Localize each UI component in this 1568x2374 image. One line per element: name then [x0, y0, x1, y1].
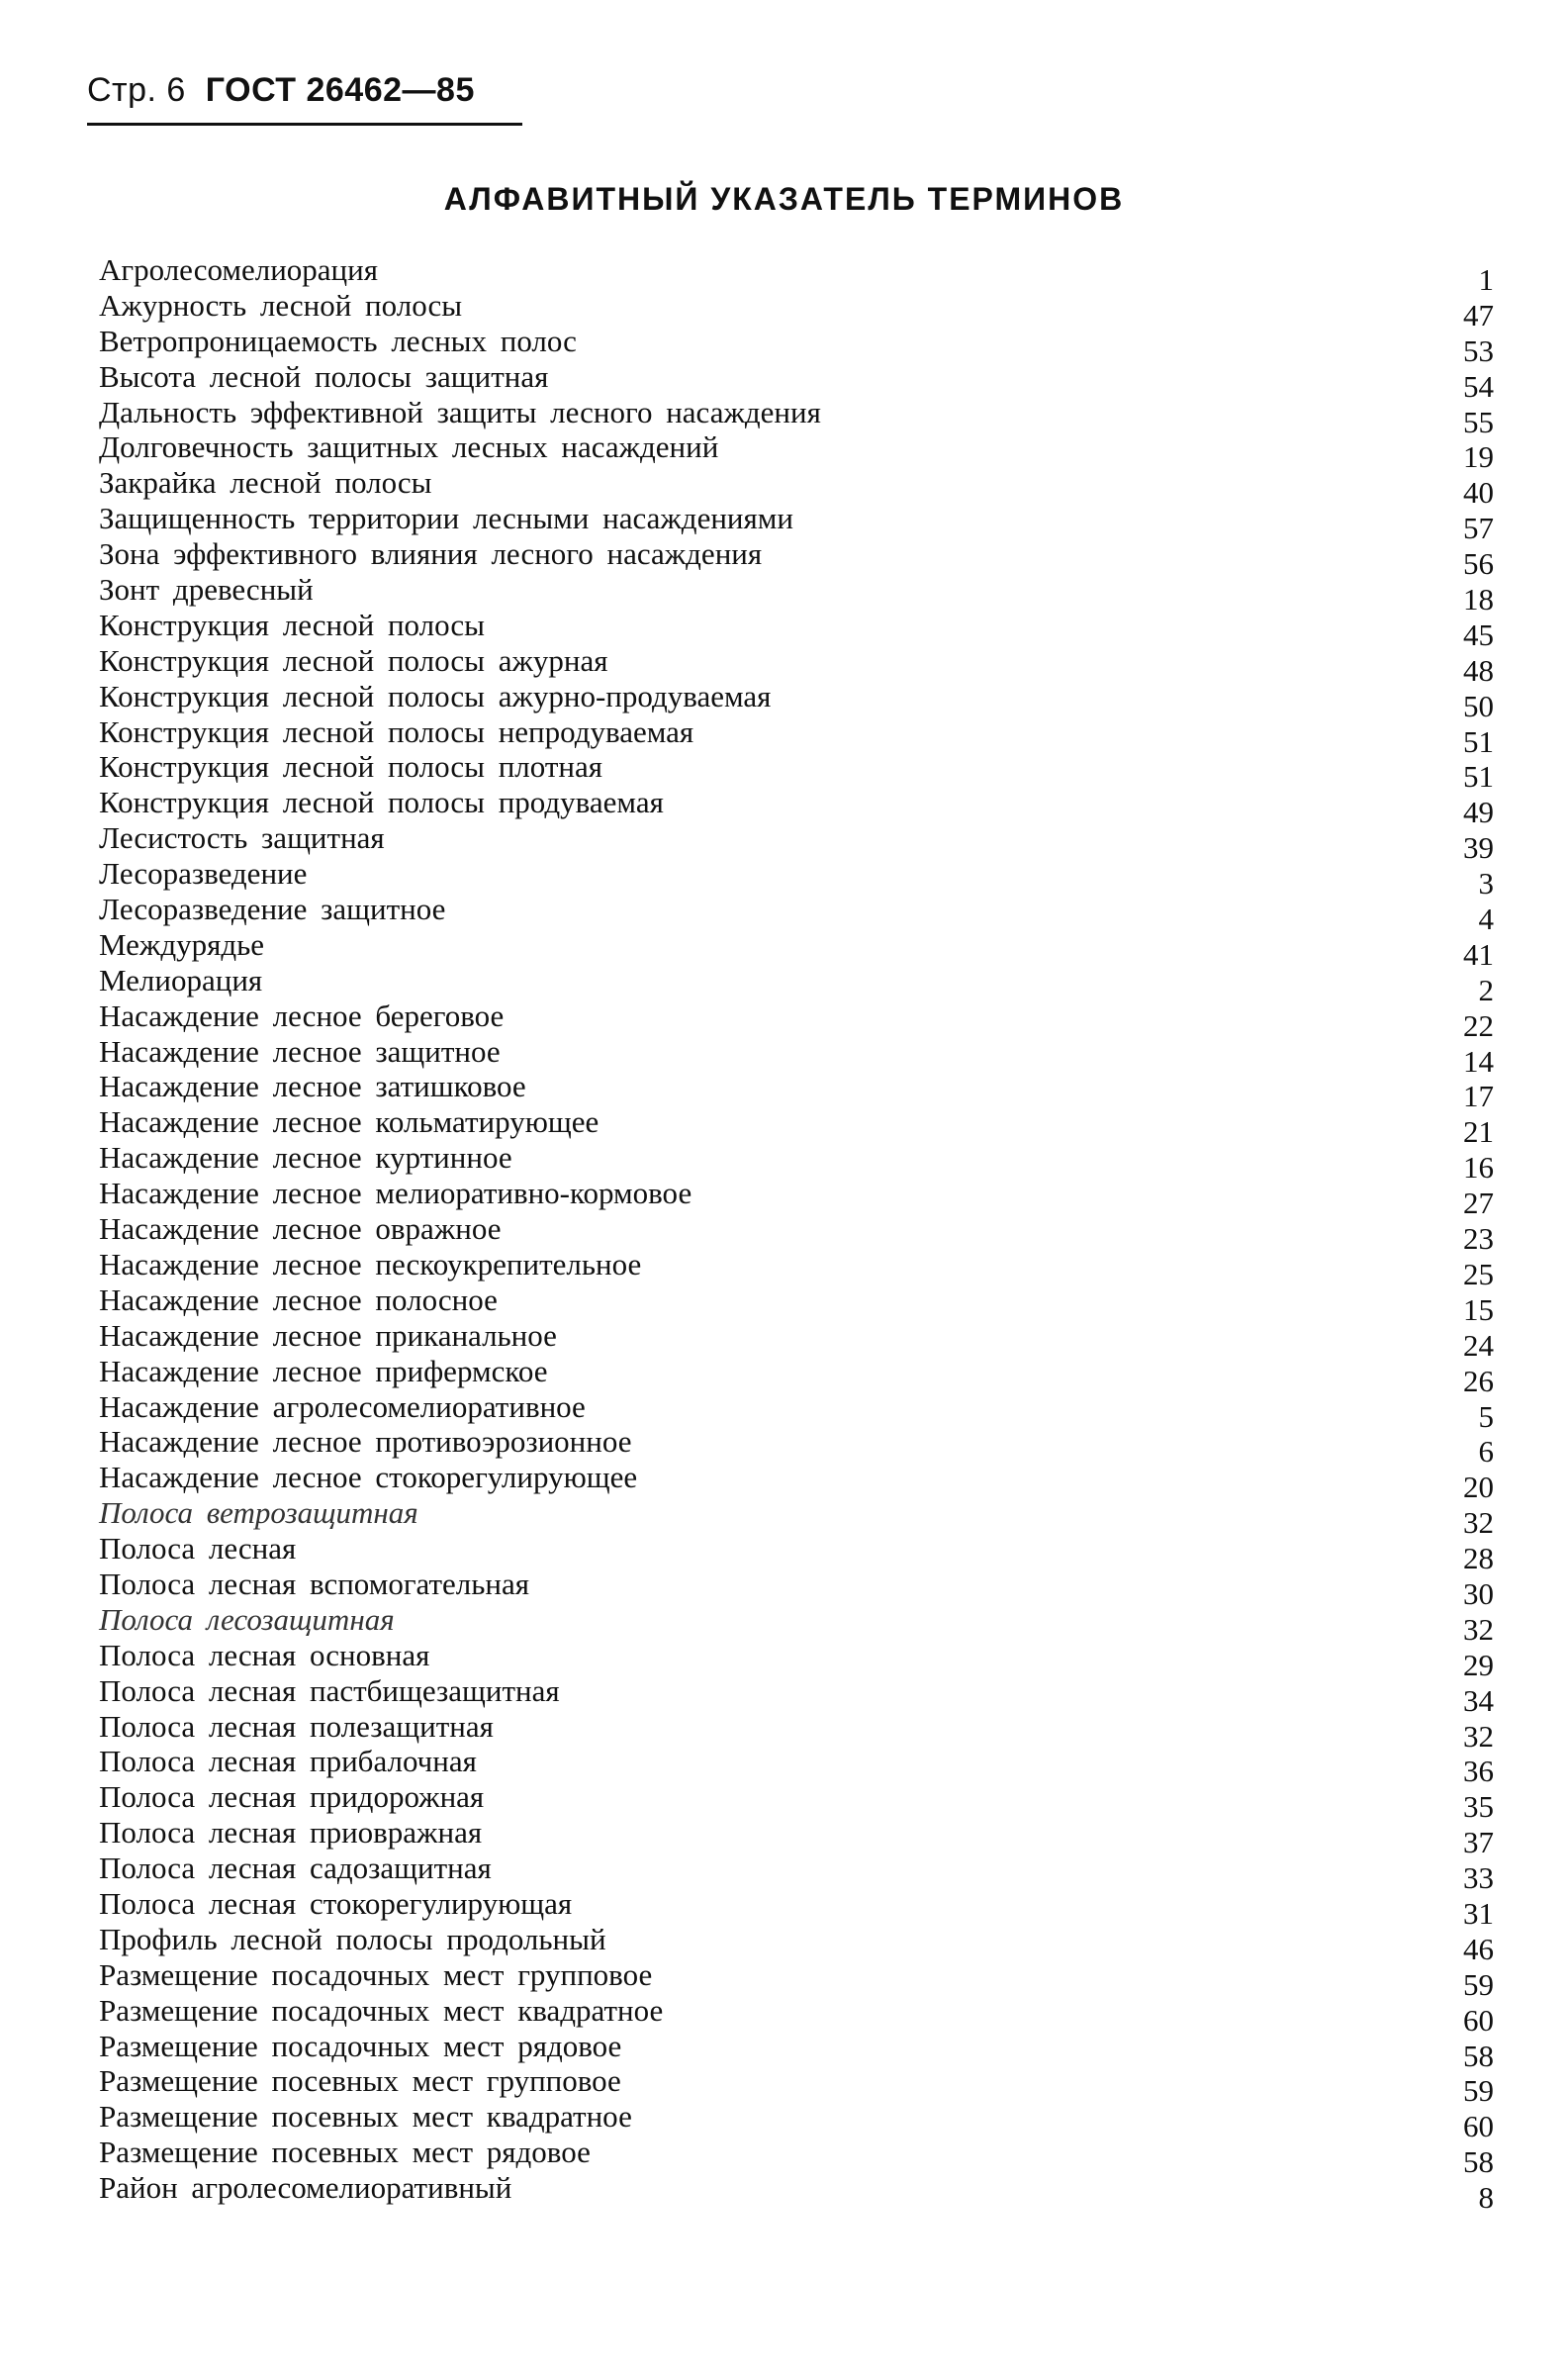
index-term-number: 45 — [1463, 617, 1494, 652]
index-term-number: 39 — [1463, 830, 1494, 866]
index-term: Полоса лесная — [99, 1531, 297, 1567]
index-term-number: 26 — [1463, 1363, 1494, 1398]
index-term-number: 48 — [1463, 652, 1494, 688]
index-term: Дальность эффективной защиты лесного насаждения — [99, 394, 821, 429]
index-entry — [99, 429, 1494, 475]
index-term: Насаждение лесное противоэрозионное — [99, 1424, 632, 1460]
index-entry — [99, 1601, 1494, 1647]
index-entry — [99, 678, 1494, 723]
index-term: Насаждение лесное мелиоративно-кормовое — [99, 1176, 692, 1211]
index-term-number: 15 — [1463, 1291, 1494, 1327]
index-term-number: 18 — [1463, 582, 1494, 617]
index-term: Размещение посадочных мест групповое — [99, 1956, 653, 1992]
index-term: Междурядье — [99, 926, 265, 962]
index-entry — [99, 1708, 1494, 1754]
index-term: Полоса лесная стокорегулирующая — [99, 1885, 573, 1921]
index-term-number: 59 — [1463, 2073, 1494, 2109]
index-term-number: 21 — [1463, 1114, 1494, 1150]
index-entry — [99, 1104, 1494, 1150]
index-entry — [99, 572, 1494, 617]
index-term: Полоса лесная придорожная — [99, 1779, 485, 1815]
index-term: Размещение посадочных мест квадратное — [99, 1992, 664, 2028]
index-term-number: 1 — [1478, 262, 1494, 297]
index-term: Насаждение агролесомелиоративное — [99, 1388, 586, 1424]
index-term: Лесоразведение защитное — [99, 892, 446, 927]
index-entry — [99, 642, 1494, 688]
index-entry — [99, 785, 1494, 830]
index-entry — [99, 1992, 1494, 2038]
index-entry — [99, 1424, 1494, 1470]
index-term-number: 3 — [1478, 866, 1494, 902]
index-term: Полоса лесная прибалочная — [99, 1744, 477, 1779]
index-term-number: 23 — [1463, 1221, 1494, 1257]
index-term: Закрайка лесной полосы — [99, 465, 432, 501]
index-term-number: 27 — [1463, 1186, 1494, 1221]
index-term: Насаждение лесное пескоукрепительное — [99, 1246, 642, 1282]
index-entry — [99, 2135, 1494, 2180]
index-entry — [99, 1069, 1494, 1114]
index-entry — [99, 1744, 1494, 1789]
index-entry — [99, 1566, 1494, 1611]
index-term: Полоса лесная приовражная — [99, 1815, 483, 1851]
index-term: Конструкция лесной полосы непродуваемая — [99, 713, 694, 749]
index-term-number: 22 — [1463, 1007, 1494, 1043]
index-entry — [99, 358, 1494, 404]
page-number: Стр. 6 — [87, 71, 186, 109]
index-term-number: 60 — [1463, 2109, 1494, 2144]
index-term: Полоса ветрозащитная — [99, 1495, 418, 1531]
index-entry — [99, 2028, 1494, 2073]
index-entry — [99, 1531, 1494, 1576]
index-term: Размещение посевных мест квадратное — [99, 2099, 632, 2135]
page-title: АЛФАВИТНЫЙ УКАЗАТЕЛЬ ТЕРМИНОВ — [443, 181, 1125, 217]
index-term: Насаждение лесное стокорегулирующее — [99, 1460, 638, 1495]
index-entry — [99, 713, 1494, 759]
index-term-number: 46 — [1463, 1931, 1494, 1966]
index-entry — [99, 1672, 1494, 1718]
index-term: Мелиорация — [99, 962, 263, 997]
index-term-number: 55 — [1463, 404, 1494, 439]
index-entry — [99, 394, 1494, 439]
index-term: Лесоразведение — [99, 856, 308, 892]
index-term: Конструкция лесной полосы продуваемая — [99, 785, 664, 820]
index-entry — [99, 2063, 1494, 2109]
index-term: Размещение посевных мест рядовое — [99, 2135, 591, 2170]
index-entry — [99, 997, 1494, 1043]
index-term-number: 57 — [1463, 511, 1494, 546]
standard-code: ГОСТ 26462—85 — [205, 71, 475, 109]
index-term-number: 31 — [1463, 1895, 1494, 1931]
index-term: Насаждение лесное кольматирующее — [99, 1104, 600, 1140]
page-header — [87, 71, 522, 110]
index-term: Конструкция лесной полосы ажурно-продуваемая — [99, 678, 772, 713]
index-term-number: 28 — [1463, 1541, 1494, 1576]
index-entry — [99, 501, 1494, 546]
index-term-number: 41 — [1463, 936, 1494, 972]
index-term-number: 25 — [1463, 1256, 1494, 1291]
index-term-number: 51 — [1463, 759, 1494, 795]
index-term: Насаждение лесное затишковое — [99, 1069, 526, 1104]
index-term: Размещение посевных мест групповое — [99, 2063, 621, 2099]
header-divider — [87, 123, 522, 126]
index-entry — [99, 323, 1494, 368]
index-term-number: 17 — [1463, 1079, 1494, 1114]
index-entry — [99, 1495, 1494, 1541]
index-term: Насаждение лесное приканальное — [99, 1317, 557, 1353]
index-term: Ветропроницаемость лесных полос — [99, 323, 577, 358]
index-term-number: 56 — [1463, 546, 1494, 582]
index-entry — [99, 856, 1494, 902]
index-term-number: 36 — [1463, 1754, 1494, 1789]
index-entry — [99, 1885, 1494, 1931]
index-term: Зона эффективного влияния лесного насаждения — [99, 536, 763, 572]
index-term: Конструкция лесной полосы плотная — [99, 749, 603, 785]
index-term: Полоса лесная вспомогательная — [99, 1566, 530, 1601]
index-entry — [99, 1353, 1494, 1398]
index-term: Лесистость защитная — [99, 820, 385, 856]
index-term-number: 59 — [1463, 1966, 1494, 2002]
index-entry — [99, 820, 1494, 866]
index-entry — [99, 1140, 1494, 1186]
index-entry — [99, 536, 1494, 582]
index-entry — [99, 1282, 1494, 1327]
index-term-number: 4 — [1478, 902, 1494, 937]
index-term-number: 33 — [1463, 1860, 1494, 1896]
index-term-number: 6 — [1478, 1434, 1494, 1470]
index-term-number: 32 — [1463, 1718, 1494, 1754]
index-entry — [99, 1388, 1494, 1434]
index-term-number: 40 — [1463, 475, 1494, 511]
index-term-number: 16 — [1463, 1150, 1494, 1186]
index-term-number: 37 — [1463, 1825, 1494, 1860]
index-term: Долговечность защитных лесных насаждений — [99, 429, 719, 465]
index-entry — [99, 1637, 1494, 1682]
index-term: Полоса лесная пастбищезащитная — [99, 1672, 560, 1708]
index-entry — [99, 892, 1494, 937]
index-entry — [99, 465, 1494, 511]
index-term: Высота лесной полосы защитная — [99, 358, 549, 394]
index-entry — [99, 1921, 1494, 1966]
index-term: Насаждение лесное полосное — [99, 1282, 498, 1317]
index-term-number: 49 — [1463, 795, 1494, 830]
index-entry — [99, 1815, 1494, 1860]
index-term: Ажурность лесной полосы — [99, 287, 463, 323]
index-term-number: 32 — [1463, 1611, 1494, 1647]
index-term-number: 24 — [1463, 1327, 1494, 1363]
index-term-number: 30 — [1463, 1575, 1494, 1611]
index-entry — [99, 1851, 1494, 1896]
index-term: Конструкция лесной полосы ажурная — [99, 642, 608, 678]
index-term: Защищенность территории лесными насаждениями — [99, 501, 793, 536]
index-entry — [99, 1779, 1494, 1825]
index-term: Конструкция лесной полосы — [99, 607, 485, 642]
index-term: Насаждение лесное овражное — [99, 1211, 502, 1247]
index-term-number: 58 — [1463, 2144, 1494, 2180]
index-term: Насаждение лесное прифермское — [99, 1353, 548, 1388]
index-term: Район агролесомелиоративный — [99, 2170, 512, 2206]
index-term: Полоса лесозащитная — [99, 1601, 395, 1637]
index-term: Агролесомелиорация — [99, 252, 378, 287]
index-entry — [99, 749, 1494, 795]
index-term-number: 51 — [1463, 723, 1494, 759]
index-term: Профиль лесной полосы продольный — [99, 1921, 606, 1956]
index-term: Насаждение лесное куртинное — [99, 1140, 512, 1176]
index-term-number: 58 — [1463, 2038, 1494, 2073]
index-entry — [99, 287, 1494, 332]
index-entry — [99, 1176, 1494, 1221]
index-entry — [99, 607, 1494, 652]
index-term-number: 29 — [1463, 1647, 1494, 1682]
index-term-number: 50 — [1463, 688, 1494, 723]
index-term-number: 34 — [1463, 1682, 1494, 1718]
index-term: Размещение посадочных мест рядовое — [99, 2028, 622, 2063]
index-entry — [99, 2099, 1494, 2144]
index-term-number: 60 — [1463, 2002, 1494, 2038]
index-term-number: 20 — [1463, 1470, 1494, 1505]
index-term-number: 14 — [1463, 1043, 1494, 1079]
index-entry — [99, 1460, 1494, 1505]
index-entry — [99, 2170, 1494, 2216]
index-entry — [99, 1956, 1494, 2002]
index-term-number: 53 — [1463, 332, 1494, 368]
index-term: Полоса лесная садозащитная — [99, 1851, 492, 1886]
index-term: Полоса лесная полезащитная — [99, 1708, 494, 1744]
index-entry — [99, 926, 1494, 972]
index-term: Насаждение лесное береговое — [99, 997, 505, 1033]
term-index-list — [99, 252, 1494, 2216]
index-term-number: 2 — [1478, 972, 1494, 1007]
index-term: Зонт древесный — [99, 572, 314, 608]
index-term-number: 32 — [1463, 1505, 1494, 1541]
index-entry — [99, 1033, 1494, 1079]
index-term-number: 5 — [1478, 1398, 1494, 1434]
index-entry — [99, 252, 1494, 297]
index-entry — [99, 1246, 1494, 1291]
index-entry — [99, 962, 1494, 1007]
index-term-number: 8 — [1478, 2180, 1494, 2216]
index-term: Полоса лесная основная — [99, 1637, 430, 1672]
index-term: Насаждение лесное защитное — [99, 1033, 501, 1069]
index-term-number: 35 — [1463, 1789, 1494, 1825]
index-term-number: 19 — [1463, 439, 1494, 475]
index-entry — [99, 1211, 1494, 1257]
index-entry — [99, 1317, 1494, 1363]
index-term-number: 47 — [1463, 297, 1494, 332]
index-term-number: 54 — [1463, 368, 1494, 404]
